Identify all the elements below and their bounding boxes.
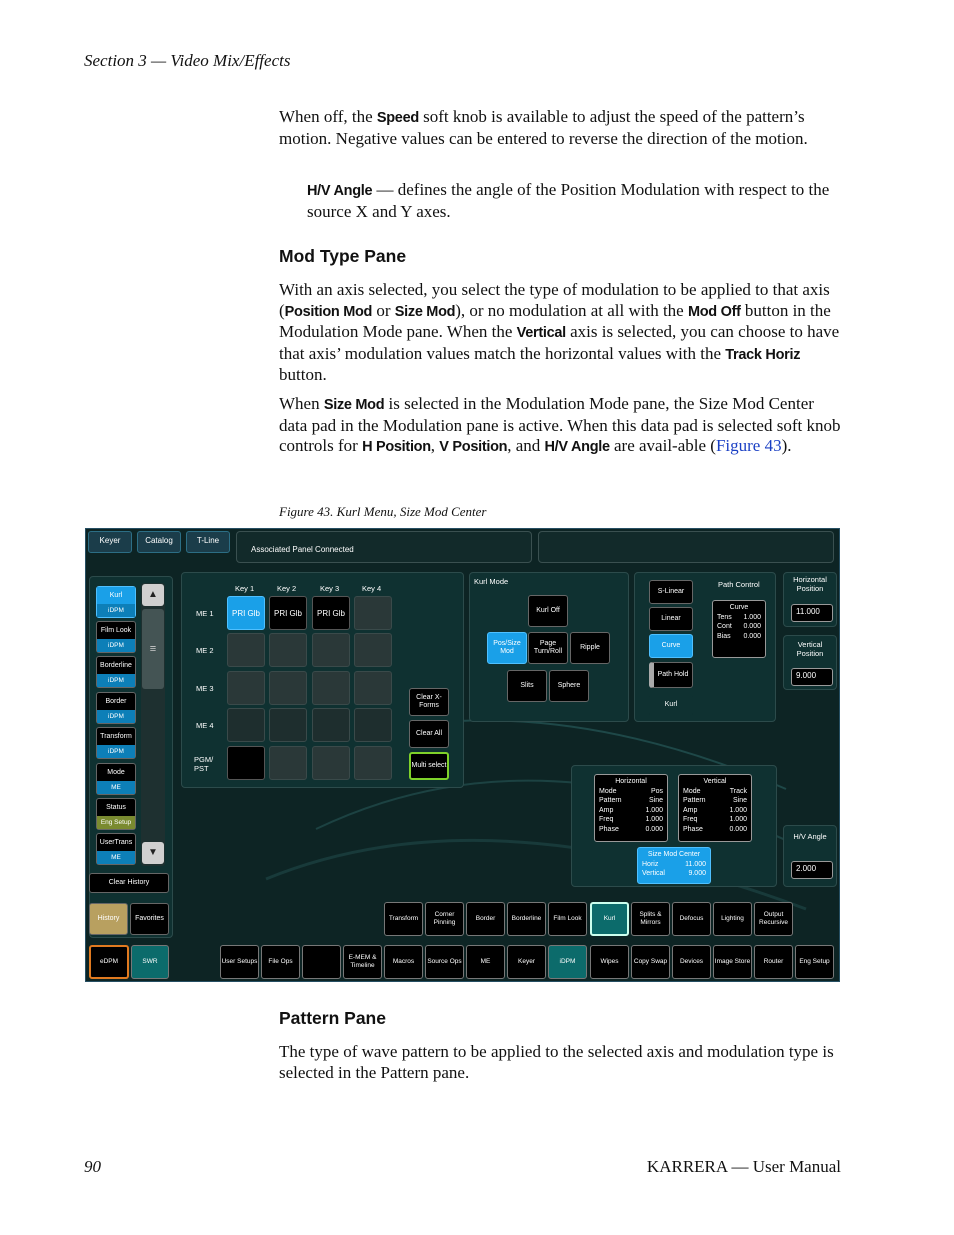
edpm-button[interactable]: eDPM <box>89 945 129 979</box>
menu-transform-button[interactable]: Transform <box>384 902 423 936</box>
nav-image-store-button[interactable]: Image Store <box>713 945 752 979</box>
menu-lighting-button[interactable]: Lighting <box>713 902 752 936</box>
clear-xforms-button[interactable]: Clear X-Forms <box>409 688 449 716</box>
kurl-menu-screenshot <box>85 528 840 982</box>
key-1-label: Key 1 <box>235 584 255 593</box>
menu-kurl-button[interactable]: Kurl <box>590 902 629 936</box>
paragraph-size-mod: When Size Mod is selected in the Modulation Mode pane, the Size Mod Center data pad in the Modulation pane is active. When this data pad is selected soft knob controls for H Position, V Position, and H/V Angle are avail-able (Figure 43). <box>279 394 841 455</box>
sidebar-item-status[interactable]: Status Eng Setup <box>96 798 136 830</box>
nav-empty-button[interactable] <box>302 945 341 979</box>
s-linear-button[interactable]: S-Linear <box>649 580 693 604</box>
row-me1-label: ME 1 <box>196 609 214 618</box>
heading-pattern-pane: Pattern Pane <box>279 1008 386 1028</box>
nav-devices-button[interactable]: Devices <box>672 945 711 979</box>
page-turn-roll-button[interactable]: Page Turn/Roll <box>528 632 568 664</box>
key-4-label: Key 4 <box>362 584 382 593</box>
nav-copy-swap-button[interactable]: Copy Swap <box>631 945 670 979</box>
grid-cell-me2-key2[interactable] <box>269 633 307 667</box>
sidebar-item-borderline[interactable]: Borderline iDPM <box>96 656 136 688</box>
grid-cell-me1-key1[interactable]: PRI Glb <box>227 596 265 630</box>
sidebar-item-border[interactable]: Border iDPM <box>96 692 136 724</box>
hv-angle-label: H/V Angle <box>793 832 827 841</box>
nav-macros-button[interactable]: Macros <box>384 945 423 979</box>
grid-cell-pgm-key1[interactable] <box>227 746 265 780</box>
row-pgm-pst-label: PGM/ PST <box>194 755 214 773</box>
kurl-off-button[interactable]: Kurl Off <box>528 595 568 627</box>
grid-cell-me2-key1[interactable] <box>227 633 265 667</box>
vertical-mod-readout[interactable]: Vertical Mode Track Pattern Sine Amp 1.000 Freq 1.000 Phase 0.000 <box>678 774 752 842</box>
keyer-tab[interactable]: Keyer <box>88 531 132 553</box>
favorites-button[interactable]: Favorites <box>130 903 169 935</box>
scroll-thumb[interactable]: ≡ <box>142 609 164 689</box>
nav-idpm-button[interactable]: iDPM <box>548 945 587 979</box>
scroll-down-icon[interactable]: ▼ <box>142 842 164 864</box>
grid-cell-me4-key3[interactable] <box>312 708 350 742</box>
clear-history-button[interactable]: Clear History <box>89 873 169 893</box>
paragraph-speed: When off, the Speed soft knob is available to adjust the speed of the pattern’s motion. Negative values can be entered to reverse the direction of the motion. <box>279 107 808 148</box>
size-mod-center-pad[interactable]: Size Mod Center Horiz 11.000 Vertical 9.000 <box>637 847 711 884</box>
menu-film-look-button[interactable]: Film Look <box>548 902 587 936</box>
tline-tab[interactable]: T-Line <box>186 531 230 553</box>
grid-cell-me4-key2[interactable] <box>269 708 307 742</box>
nav-eng-setup-button[interactable]: Eng Setup <box>795 945 834 979</box>
catalog-tab[interactable]: Catalog <box>137 531 181 553</box>
menu-splits-mirrors-button[interactable]: Splits & Mirrors <box>631 902 670 936</box>
grid-cell-pgm-key4[interactable] <box>354 746 392 780</box>
row-me3-label: ME 3 <box>196 684 214 693</box>
grid-cell-pgm-key3[interactable] <box>312 746 350 780</box>
nav-user-setups-button[interactable]: User Setups <box>220 945 259 979</box>
paragraph-mod-type: With an axis selected, you select the type of modulation to be applied to that axis (Position Mod or Size Mod), or no modulation at all with the Mod Off button in the Modulation Mode pane. When the Vertical axis is selected, you can choose to have that axis’ modulation values match the horizontal values with the Track Horiz button. <box>279 280 840 384</box>
kurl-mode-title: Kurl Mode <box>474 577 509 586</box>
slits-button[interactable]: Slits <box>507 670 547 702</box>
row-me2-label: ME 2 <box>196 646 214 655</box>
nav-wipes-button[interactable]: Wipes <box>590 945 629 979</box>
curve-readout[interactable]: Curve Tens 1.000 Cont 0.000 Bias 0.000 <box>712 600 766 658</box>
clear-all-button[interactable]: Clear All <box>409 720 449 748</box>
paragraph-pattern: The type of wave pattern to be applied to the selected axis and modulation type is selected in the Pattern pane. <box>279 1042 834 1082</box>
path-control-title: Path Control <box>718 580 760 589</box>
scroll-up-icon[interactable]: ▲ <box>142 584 164 606</box>
multi-select-button[interactable]: Multi select <box>409 752 449 780</box>
paragraph-hv-angle: H/V Angle — defines the angle of the Position Modulation with respect to the source X and Y axes. <box>307 180 830 221</box>
page-number: 90 <box>84 1157 101 1176</box>
pos-size-mod-button[interactable]: Pos/Size Mod <box>487 632 527 664</box>
menu-defocus-button[interactable]: Defocus <box>672 902 711 936</box>
nav-keyer-button[interactable]: Keyer <box>507 945 546 979</box>
status-message-empty <box>538 531 834 563</box>
menu-borderline-button[interactable]: Borderline <box>507 902 546 936</box>
key-3-label: Key 3 <box>320 584 340 593</box>
swr-button[interactable]: SWR <box>131 945 169 979</box>
nav-router-button[interactable]: Router <box>754 945 793 979</box>
grid-cell-pgm-key2[interactable] <box>269 746 307 780</box>
sidebar-item-mode[interactable]: Mode ME <box>96 763 136 795</box>
grid-cell-me3-key4[interactable] <box>354 671 392 705</box>
heading-mod-type-pane: Mod Type Pane <box>279 246 407 266</box>
sidebar-item-kurl[interactable]: Kurl iDPM <box>96 586 136 618</box>
menu-output-recursive-button[interactable]: Output Recursive <box>754 902 793 936</box>
figure-caption: Figure 43. Kurl Menu, Size Mod Center <box>279 504 487 519</box>
sidebar-item-usertrans[interactable]: UserTrans ME <box>96 833 136 865</box>
horizontal-position-label: Horizontal Position <box>793 575 827 593</box>
ripple-button[interactable]: Ripple <box>570 632 610 664</box>
linear-button[interactable]: Linear <box>649 607 693 631</box>
grid-cell-me1-key4[interactable] <box>354 596 392 630</box>
grid-cell-me3-key3[interactable] <box>312 671 350 705</box>
grid-cell-me3-key1[interactable] <box>227 671 265 705</box>
menu-border-button[interactable]: Border <box>466 902 505 936</box>
vertical-position-value[interactable]: 9.000 <box>791 668 833 686</box>
hv-angle-value[interactable]: 2.000 <box>791 861 833 879</box>
grid-cell-me1-key3[interactable]: PRI Glb <box>312 596 350 630</box>
grid-cell-me1-key2[interactable]: PRI Glb <box>269 596 307 630</box>
figure-43-link[interactable]: Figure 43 <box>715 436 782 455</box>
kurl-label: Kurl <box>649 694 693 716</box>
nav-file-ops-button[interactable]: File Ops <box>261 945 300 979</box>
sphere-button[interactable]: Sphere <box>549 670 589 702</box>
grid-cell-me3-key2[interactable] <box>269 671 307 705</box>
grid-cell-me2-key4[interactable] <box>354 633 392 667</box>
grid-cell-me4-key4[interactable] <box>354 708 392 742</box>
history-button[interactable]: History <box>89 903 128 935</box>
manual-title: KARRERA — User Manual <box>646 1157 841 1176</box>
horizontal-mod-readout[interactable]: Horizontal Mode Pos Pattern Sine Amp 1.000 Freq 1.000 Phase 0.000 <box>594 774 668 842</box>
vertical-position-label: Vertical Position <box>796 640 824 658</box>
status-message: Associated Panel Connected <box>236 531 532 563</box>
sidebar-item-film-look[interactable]: Film Look iDPM <box>96 621 136 653</box>
path-hold-button[interactable]: Path Hold <box>649 662 693 688</box>
curve-button[interactable]: Curve <box>649 634 693 658</box>
menu-corner-pinning-button[interactable]: Corner Pinning <box>425 902 464 936</box>
nav-emem-timeline-button[interactable]: E-MEM & Timeline <box>343 945 382 979</box>
nav-me-button[interactable]: ME <box>466 945 505 979</box>
grid-cell-me4-key1[interactable] <box>227 708 265 742</box>
grid-cell-me2-key3[interactable] <box>312 633 350 667</box>
section-header: Section 3 — Video Mix/Effects <box>84 51 291 70</box>
row-me4-label: ME 4 <box>196 721 214 730</box>
horizontal-position-value[interactable]: 11.000 <box>791 604 833 622</box>
key-2-label: Key 2 <box>277 584 297 593</box>
nav-source-ops-button[interactable]: Source Ops <box>425 945 464 979</box>
sidebar-item-transform[interactable]: Transform iDPM <box>96 727 136 759</box>
